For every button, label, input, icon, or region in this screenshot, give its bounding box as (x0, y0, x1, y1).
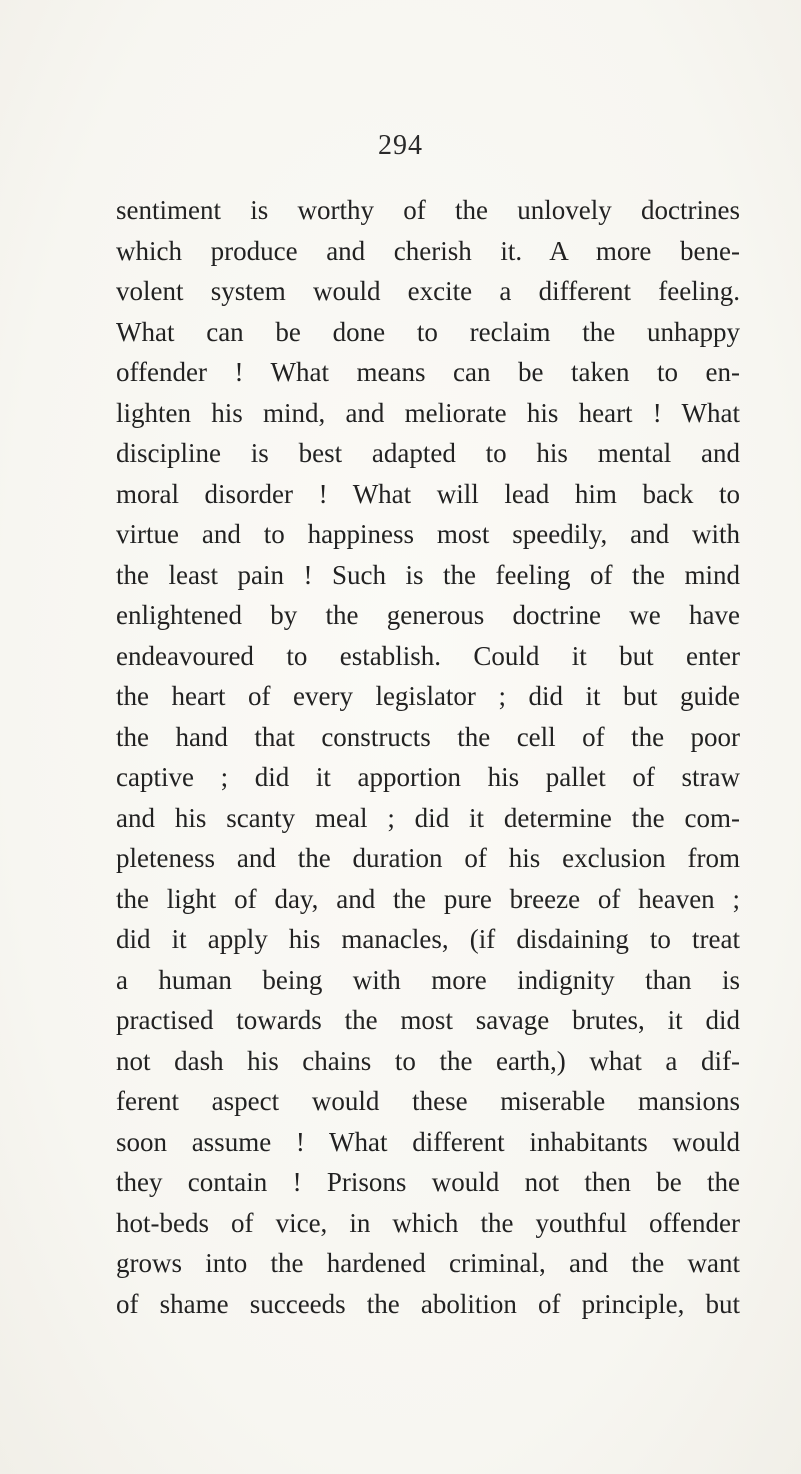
text-line: did it apply his manacles, (if disdaining to treat (116, 924, 740, 954)
page-number: 294 (378, 130, 423, 161)
text-line: volent system would excite a different feeling. (116, 276, 740, 306)
text-line: endeavoured to establish. Could it but enter (116, 640, 740, 671)
text-line: which produce and cherish it. A more bene- (116, 235, 740, 266)
text-line: soon assume ! What different inhabitants would (116, 1126, 740, 1157)
text-line: a human being with more indignity than is (116, 964, 740, 995)
text-line: pleteness and the duration of his exclusion from (116, 843, 740, 873)
text-line: practised towards the most savage brutes, it did (116, 1005, 740, 1035)
text-line: not dash his chains to the earth,) what a dif- (116, 1045, 740, 1076)
text-line: the hand that constructs the cell of the poor (116, 721, 740, 752)
text-line: ferent aspect would these miserable mansions (116, 1086, 740, 1116)
text-line: offender ! What means can be taken to en- (116, 357, 740, 387)
text-line: and his scanty meal ; did it determine the com- (116, 802, 740, 833)
text-line: lighten his mind, and meliorate his heart ! What (116, 397, 740, 428)
text-line: the least pain ! Such is the feeling of the mind (116, 559, 740, 590)
text-line: captive ; did it apportion his pallet of straw (116, 762, 740, 792)
text-line: What can be done to reclaim the unhappy (116, 316, 740, 347)
text-line: moral disorder ! What will lead him back to (116, 478, 740, 509)
text-line: the heart of every legislator ; did it but guide (116, 681, 740, 711)
text-line: hot-beds of vice, in which the youthful offender (116, 1207, 740, 1238)
text-line: discipline is best adapted to his mental and (116, 438, 740, 468)
text-line: grows into the hardened criminal, and the want (116, 1248, 740, 1278)
text-line: enlightened by the generous doctrine we have (116, 600, 740, 630)
body-text (116, 190, 740, 1324)
text-line: of shame succeeds the abolition of principle, but (116, 1288, 740, 1319)
text-line: they contain ! Prisons would not then be the (116, 1167, 740, 1197)
text-line: the light of day, and the pure breeze of heaven ; (116, 883, 740, 914)
text-line: virtue and to happiness most speedily, and with (116, 519, 740, 549)
text-line: sentiment is worthy of the unlovely doctrines (116, 195, 740, 225)
